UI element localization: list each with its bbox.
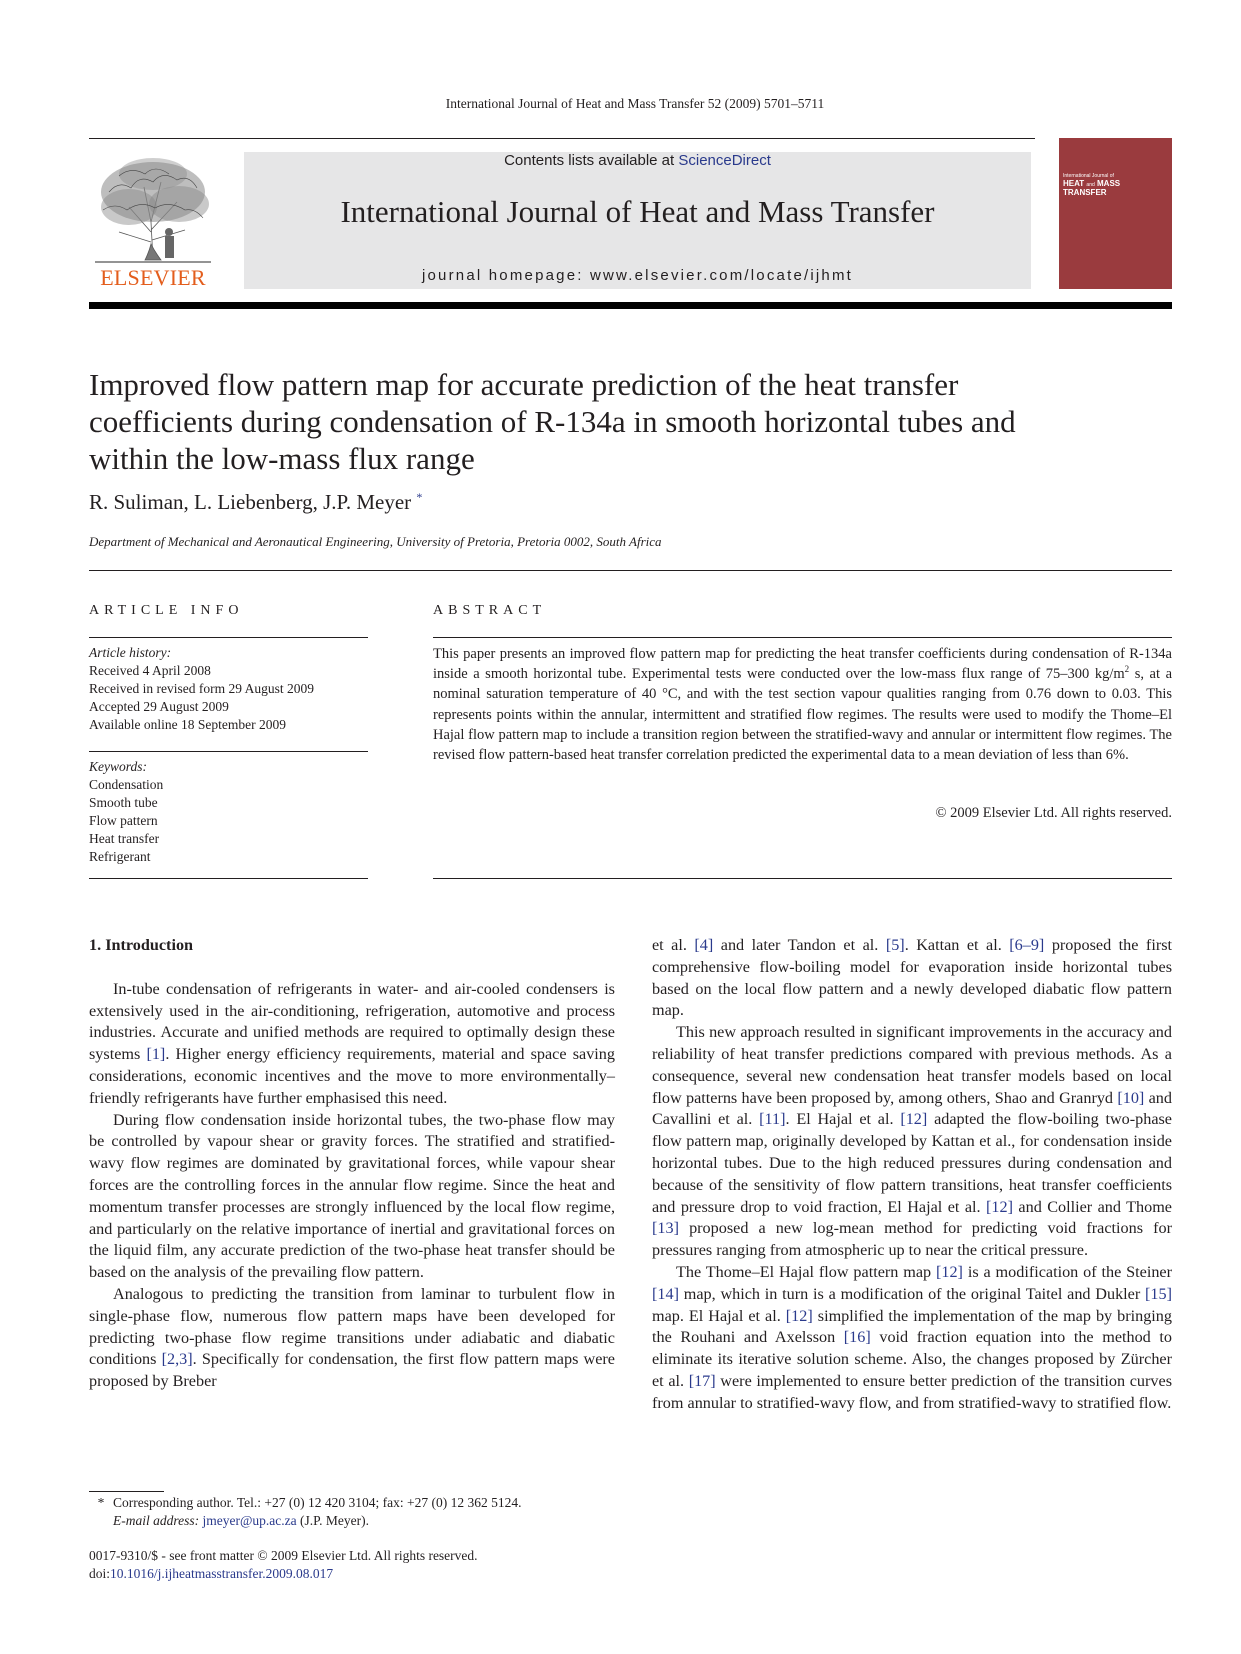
- cover-small-text: International Journal of: [1063, 173, 1114, 179]
- citation-link[interactable]: [5]: [885, 936, 905, 954]
- article-title: Improved flow pattern map for accurate prediction of the heat transfer coefficients during condensation of R-134a in smooth horizontal tubes and within the low-mass flux range: [89, 367, 1016, 476]
- text: and Collier and Thome: [1012, 1197, 1172, 1216]
- text: were implemented to ensure better prediction of the transition curves from annular to stratified-wavy flow, and from stratified-wavy to stratified flow.: [652, 1371, 1172, 1412]
- citation-link[interactable]: [17]: [688, 1371, 716, 1390]
- footnote-mark: *: [97, 1495, 105, 1510]
- text: adapted the flow-boiling two-phase flow pattern map, originally developed by Kattan et al., for condensation inside horizontal tubes. Due to the high reduced pressures during condensation and because of the sensitivity of flow pattern transitions, heat transfer coefficients and pressure drop to void fraction, El Hajal et al.: [652, 1110, 1172, 1216]
- text: The Thome–El Hajal flow pattern map: [676, 1262, 936, 1281]
- abstract-heading: ABSTRACT: [433, 603, 547, 618]
- citation-link[interactable]: [2,3]: [161, 1350, 193, 1369]
- paragraph: [652, 1262, 1172, 1415]
- history-label: Article history:: [89, 645, 172, 660]
- footnote-text: Corresponding author. Tel.: +27 (0) 12 420 3104; fax: +27 (0) 12 362 5124.: [113, 1495, 522, 1510]
- citation-link[interactable]: [13]: [652, 1219, 679, 1238]
- abstract-part: s, at a nominal saturation temperature of 40 °C, and with the test section vapour qualities ranging from 0.76 down to 0.03. This represents points within the annular, intermittent and stratified flow regimes. The results were used to modify the Thome–El Hajal flow pattern map to include a transition region between the stratified-wavy and annular or intermittent flow regimes. The revised flow pattern-based heat transfer correlation predicted the experimental data to a mean deviation of less than 6%.: [433, 666, 1173, 764]
- citation-link[interactable]: [15]: [1145, 1284, 1172, 1303]
- text: . Kattan et al.: [904, 936, 1010, 954]
- article-info-heading: ARTICLE INFO: [89, 603, 244, 618]
- divider: [89, 878, 368, 879]
- text: and Cavallini et al.: [652, 1088, 1172, 1129]
- keywords: [89, 758, 368, 866]
- footnote-line: [89, 1494, 629, 1512]
- text: In-tube condensation of refrigerants in water- and air-cooled condensers is extensively used in the air-conditioning, refrigeration, automotive and process industries. Accurate and unified methods are required to optimally design these systems: [89, 979, 615, 1064]
- abstract-copyright: © 2009 Elsevier Ltd. All rights reserved.: [935, 805, 1172, 821]
- divider: [433, 637, 1172, 638]
- corresponding-author-mark[interactable]: *: [416, 490, 423, 504]
- keyword-item: Condensation: [89, 777, 164, 792]
- cover-title: [1063, 172, 1168, 197]
- text: is a modification of the Steiner: [962, 1262, 1172, 1281]
- sciencedirect-link[interactable]: ScienceDirect: [678, 152, 771, 169]
- affiliation: Department of Mechanical and Aeronautical Engineering, University of Pretoria, Pretoria 0002, South Africa: [89, 534, 662, 549]
- cover-title-and: and: [1086, 182, 1095, 188]
- journal-cover-thumbnail: [1059, 138, 1172, 289]
- journal-title: International Journal of Heat and Mass Transfer: [340, 194, 935, 229]
- keywords-label: Keywords:: [89, 759, 147, 774]
- paragraph: [89, 979, 615, 1110]
- abstract-part: This paper presents an improved flow pattern map for predicting the heat transfer coefficients during condensation of R-134a inside a smooth horizontal tube. Experimental tests were conducted over the low-mass flux range of 75–300 kg/m: [433, 646, 1172, 683]
- footnote-rule: [89, 1491, 164, 1492]
- history-item: Received 4 April 2008: [89, 663, 211, 678]
- history-item: Received in revised form 29 August 2009: [89, 681, 314, 696]
- doi-prefix: doi:: [89, 1566, 111, 1581]
- paragraph: During flow condensation inside horizontal tubes, the two-phase flow may be controlled by vapour shear or gravity forces. The stratified and stratified-wavy flow regimes are dominated by gravitational forces, while vapour shear forces are the controlling forces in the annular flow regime. Since the heat and momentum transfer processes are strongly influenced by the local flow regime, and particularly on the relative importance of inertial and gravitational forces on the liquid film, any accurate prediction of the two-phase heat transfer should be based on the analysis of the prevailing flow pattern.: [89, 1110, 615, 1282]
- text: . Specifically for condensation, the first flow pattern maps were proposed by Breber: [89, 1350, 615, 1391]
- elsevier-wordmark: ELSEVIER: [100, 265, 206, 290]
- text: simplified the implementation of the map by bringing the Rouhani and Axelsson: [652, 1306, 1172, 1347]
- running-head: International Journal of Heat and Mass Transfer 52 (2009) 5701–5711: [445, 96, 825, 111]
- citation-link[interactable]: [16]: [843, 1328, 871, 1347]
- text: Analogous to predicting the transition from laminar to turbulent flow in single-phase flow, numerous flow pattern maps have been developed for predicting two-phase flow regime transitions under adiabatic and diabatic conditions: [89, 1284, 615, 1369]
- paragraph: [89, 1284, 615, 1393]
- citation-link[interactable]: [12]: [785, 1306, 813, 1325]
- author-list: [89, 490, 422, 515]
- keyword-item: Refrigerant: [89, 849, 151, 864]
- cover-title-transfer: TRANSFER: [1063, 188, 1107, 197]
- contents-prefix: Contents lists available at: [504, 152, 679, 169]
- article-history: [89, 644, 368, 734]
- citation-link[interactable]: [4]: [694, 936, 714, 954]
- abstract-text: [433, 644, 1172, 765]
- cover-title-mass: MASS: [1097, 179, 1121, 188]
- citation-link[interactable]: [11]: [759, 1110, 786, 1129]
- section-heading: 1. Introduction: [89, 936, 194, 954]
- journal-masthead: [244, 152, 1031, 289]
- history-item: Available online 18 September 2009: [89, 717, 286, 732]
- paragraph: [652, 1022, 1172, 1262]
- citation-link[interactable]: [12]: [900, 1110, 928, 1129]
- text: proposed a new log-mean method for predicting void fractions for pressures ranging from atmospheric up to near the critical pressure.: [652, 1219, 1172, 1260]
- footnote-email-line: [89, 1512, 629, 1530]
- contents-line: [244, 152, 1031, 169]
- text: void fraction equation into the method to eliminate its iterative solution scheme. Also, the changes proposed by Zürcher et al.: [652, 1328, 1172, 1390]
- doi-link[interactable]: 10.1016/j.ijheatmasstransfer.2009.08.017: [110, 1566, 334, 1581]
- divider: [433, 878, 1172, 879]
- email-label: E-mail address:: [113, 1513, 200, 1528]
- text: This new approach resulted in significant improvements in the accuracy and reliability of heat transfer predictions compared with previous methods. As a consequence, several new condensation heat transfer models based on local flow patterns have been proposed by, among others, Shao and Granryd: [652, 1023, 1172, 1107]
- citation-link[interactable]: [1]: [146, 1045, 166, 1064]
- text: proposed the first comprehensive flow-boiling model for evaporation inside horizontal tubes based on the local flow pattern and a newly developed diabatic flow pattern map.: [652, 936, 1173, 1020]
- text: map. El Hajal et al.: [652, 1306, 786, 1325]
- keyword-item: Heat transfer: [89, 831, 160, 846]
- citation-link[interactable]: [12]: [986, 1197, 1013, 1216]
- divider: [89, 570, 1172, 571]
- citation-link[interactable]: [14]: [652, 1284, 679, 1303]
- divider: [89, 637, 368, 638]
- citation-link[interactable]: [12]: [935, 1262, 963, 1281]
- text: and later Tandon et al.: [713, 936, 886, 954]
- authors-text: R. Suliman, L. Liebenberg, J.P. Meyer: [89, 490, 412, 514]
- body-column-left: [89, 935, 615, 1393]
- history-item: Accepted 29 August 2009: [89, 699, 229, 714]
- body-column-right: [652, 935, 1172, 1415]
- masthead-top-rule: [89, 138, 1035, 139]
- divider: [89, 751, 368, 752]
- text: map, which in turn is a modification of the original Taitel and Dukler: [678, 1284, 1146, 1303]
- citation-link[interactable]: [10]: [1117, 1088, 1145, 1107]
- front-matter: [89, 1547, 629, 1583]
- abstract-superscript: 2: [1124, 664, 1130, 675]
- cover-title-heat: HEAT: [1063, 179, 1085, 188]
- citation-link[interactable]: [6–9]: [1009, 936, 1045, 954]
- text: . El Hajal et al.: [785, 1110, 901, 1129]
- email-link[interactable]: jmeyer@up.ac.za: [202, 1513, 297, 1528]
- keyword-item: Smooth tube: [89, 795, 158, 810]
- keyword-item: Flow pattern: [89, 813, 158, 828]
- masthead-bottom-rule: [89, 302, 1172, 309]
- text: . Higher energy efficiency requirements, material and space saving considerations, economic incentives and the move to more environmentally–friendly refrigerants have further emphasised this need.: [89, 1045, 615, 1107]
- email-suffix: (J.P. Meyer).: [296, 1513, 370, 1528]
- doi-line: [89, 1565, 629, 1583]
- journal-homepage[interactable]: journal homepage: www.elsevier.com/locate/ijhmt: [421, 267, 854, 284]
- text: et al.: [652, 936, 695, 954]
- front-matter-line: 0017-9310/$ - see front matter © 2009 Elsevier Ltd. All rights reserved.: [89, 1548, 478, 1563]
- footnote: [89, 1494, 629, 1530]
- paragraph: [652, 935, 1172, 1022]
